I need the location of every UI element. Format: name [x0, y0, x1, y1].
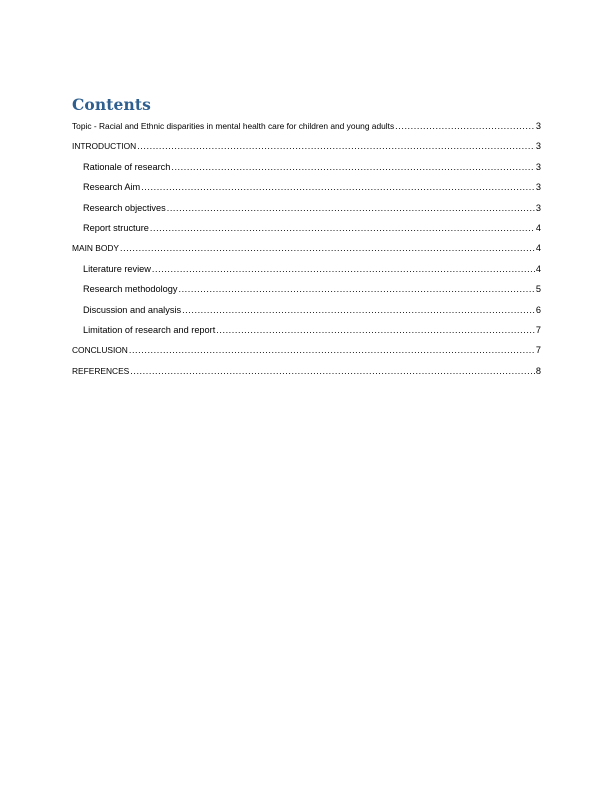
toc-dot-leader [152, 259, 535, 279]
toc-entry-title: INTRODUCTION [72, 141, 137, 152]
toc-entry-title: Research objectives [83, 202, 166, 213]
toc-entry-research-methodology[interactable] [72, 279, 541, 299]
toc-entry-discussion-analysis[interactable] [72, 300, 541, 320]
toc-entry-introduction[interactable] [72, 136, 541, 156]
toc-dot-leader [141, 177, 535, 197]
toc-entry-page: 4 [535, 243, 541, 254]
toc-entry-title: Literature review [83, 263, 151, 274]
toc-entry-conclusion[interactable] [72, 340, 541, 360]
toc-entry-page: 3 [535, 161, 541, 172]
toc-entry-page: 8 [535, 365, 541, 376]
toc-dot-leader [129, 340, 535, 360]
toc-entry-page: 3 [535, 121, 541, 131]
toc-entry-research-objectives[interactable] [72, 198, 541, 218]
toc-entry-page: 7 [535, 345, 541, 356]
toc-entry-title: Rationale of research [83, 161, 171, 172]
toc-dot-leader [171, 157, 535, 177]
toc-entry-rationale[interactable] [72, 157, 541, 177]
toc-dot-leader [167, 198, 535, 218]
toc-entry-limitation[interactable] [72, 320, 541, 340]
toc-entry-page: 4 [535, 222, 541, 233]
table-of-contents [72, 116, 541, 381]
toc-entry-report-structure[interactable] [72, 218, 541, 238]
toc-entry-title: Research Aim [83, 182, 141, 193]
toc-dot-leader [178, 279, 534, 299]
toc-entry-title: Limitation of research and report [83, 324, 216, 335]
toc-entry-references[interactable] [72, 361, 541, 381]
toc-entry-page: 6 [535, 304, 541, 315]
toc-dot-leader [120, 238, 535, 258]
toc-dot-leader [130, 361, 535, 381]
toc-entry-title: CONCLUSION [72, 345, 128, 356]
toc-entry-title: Topic - Racial and Ethnic disparities in mental health care for children and young adults [72, 121, 395, 131]
toc-dot-leader [137, 136, 535, 156]
toc-entry-literature-review[interactable] [72, 259, 541, 279]
toc-entry-page: 5 [535, 284, 541, 295]
toc-entry-page: 3 [535, 141, 541, 152]
toc-entry-title: REFERENCES [72, 365, 130, 376]
toc-entry-research-aim[interactable] [72, 177, 541, 197]
toc-dot-leader [216, 320, 535, 340]
toc-entry-page: 3 [535, 182, 541, 193]
toc-entry-title: Report structure [83, 222, 149, 233]
toc-heading: Contents [72, 95, 151, 114]
toc-entry-title: Research methodology [83, 284, 178, 295]
toc-entry-title: Discussion and analysis [83, 304, 182, 315]
toc-dot-leader [395, 116, 535, 136]
toc-entry-title: MAIN BODY [72, 243, 119, 254]
toc-entry-topic[interactable] [72, 116, 541, 136]
toc-dot-leader [182, 300, 535, 320]
toc-entry-page: 7 [535, 324, 541, 335]
toc-entry-page: 4 [535, 263, 541, 274]
toc-entry-page: 3 [535, 202, 541, 213]
toc-entry-main-body[interactable] [72, 238, 541, 258]
toc-dot-leader [150, 218, 535, 238]
